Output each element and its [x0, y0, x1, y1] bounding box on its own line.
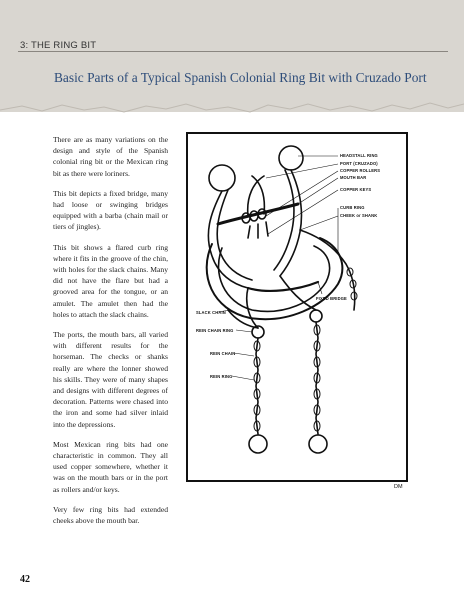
page-number: 42 — [20, 574, 30, 585]
illustrator-credit: DM — [394, 484, 403, 490]
label-port: PORT (CRUZADO) — [340, 161, 378, 166]
paragraph: Very few ring bits had extended cheeks above the mouth bar. — [53, 504, 168, 526]
torn-paper-edge — [0, 90, 464, 120]
paragraph: This bit shows a flared curb ring where it fits in the groove of the chin, with holes for the slack chains. Many did not have the flare but had a grooved area for the tongue, or an amulet. The amulet then had the holes to attach the slack chains. — [53, 242, 168, 319]
paragraph: The ports, the mouth bars, all varied with different results for the horseman. The checks or shanks really are where the lonner showed his skills. They were of many shapes and designs with different degrees of decoration. Patterns were chased into the iron and some had silver inlaid into the depressions. — [53, 330, 168, 429]
label-headstall-ring: HEADSTALL RING — [340, 153, 378, 158]
label-slack-chain: SLACK CHAIN — [196, 310, 226, 315]
ring-bit-figure — [186, 132, 408, 482]
label-curb-ring: CURB RING — [340, 205, 365, 210]
ring-bit-illustration — [188, 134, 406, 480]
body-text — [53, 134, 168, 535]
chapter-rule — [18, 51, 448, 52]
label-copper-rollers: COPPER ROLLERS — [340, 168, 381, 173]
label-fixed-bridge: FIXED BRIDGE — [316, 296, 347, 301]
page-title: Basic Parts of a Typical Spanish Colonial Ring Bit with Cruzado Port — [54, 70, 427, 85]
label-copper-keys: COPPER KEYS — [340, 187, 372, 192]
label-rein-ring: REIN RING — [210, 374, 233, 379]
paragraph: There are as many variations on the design and style of the Spanish colonial ring bit or the Mexican ring bit as there were loriners. — [53, 135, 168, 178]
label-cheek: CHEEK or SHANK — [340, 213, 378, 218]
label-rein-chain: REIN CHAIN — [210, 351, 236, 356]
label-rein-chain-ring: REIN CHAIN RING — [196, 328, 234, 333]
chapter-heading: 3: THE RING BIT — [20, 40, 97, 51]
paragraph: This bit depicts a fixed bridge, many had loose or swinging bridges equipped with a barba (chain mail or tiers of jingles). — [53, 188, 168, 232]
label-mouth-bar: MOUTH BAR — [340, 175, 367, 180]
paragraph: Most Mexican ring bits had one characteristic in common. They all used copper somewhere, whether it was on the mouth bars or in the port as rollers and/or keys. — [53, 439, 168, 494]
